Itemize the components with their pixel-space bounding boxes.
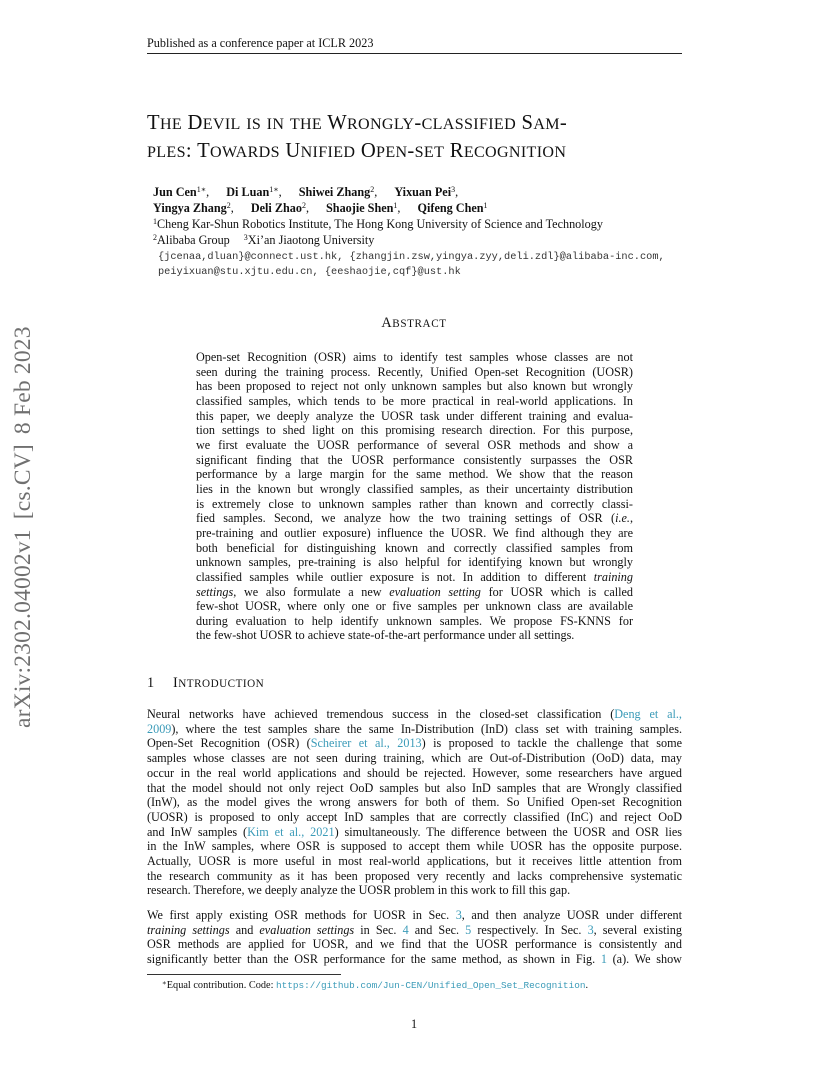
abstract-line: both beneficial for distinguishing known and correctly classified samples from bbox=[196, 540, 633, 555]
author-emails bbox=[158, 250, 665, 280]
footnote-rule bbox=[147, 974, 341, 975]
abstract-line: pre-training and outlier exposure) influence the UOSR. We find although they are bbox=[196, 525, 633, 540]
abstract-line: lies in the known but wrongly classified samples, as their uncertainty distribution bbox=[196, 481, 633, 496]
body-line: occur in the real world applications and should be rejected. However, some researchers have argued bbox=[147, 765, 682, 780]
section-number: 1 bbox=[147, 675, 155, 691]
author-block bbox=[153, 184, 603, 248]
abstract-line: Open-set Recognition (OSR) aims to identify test samples whose classes are not bbox=[196, 350, 633, 364]
author-name: Yixuan Pei bbox=[394, 185, 452, 199]
abstract-line: has been proposed to reject not only unknown samples but also known but wrongly bbox=[196, 379, 633, 394]
body-line: (UOSR) is proposed to only accept InD samples that are correctly classified (InC) and reject OoD bbox=[147, 809, 682, 824]
body-line: research. Therefore, we deeply analyze the UOSR problem in this work to fill this gap. bbox=[147, 883, 571, 898]
abstract-line: the few-shot UOSR to achieve state-of-the-art performance under all settings. bbox=[196, 628, 575, 643]
body-line: samples whose classes are not seen during training, which are Out-of-Distribution (OoD) data, may bbox=[147, 751, 682, 766]
author-name: Shiwei Zhang bbox=[298, 185, 371, 199]
abstract-line: few-shot UOSR, where only one or five samples per unknown class are available bbox=[196, 599, 633, 614]
section-ref-link[interactable]: 4 bbox=[402, 922, 409, 937]
body-line: (InW), as the model gives the wrong answers for both of them. So Unified Open-set Recognition bbox=[147, 795, 682, 810]
title-line-2: PLES: TOWARDS UNIFIED OPEN-SET RECOGNITION bbox=[147, 140, 567, 162]
body-line: 2009), where the test samples share the same In-Distribution (InD) class set with training samples. bbox=[147, 721, 682, 736]
footnote-mark: ∗ bbox=[162, 979, 167, 987]
affiliation-1: $^1$Cheng Kar-Shun Robotics Institute, The Hong Kong University of Science and Technology bbox=[153, 217, 603, 231]
body-line: the research community as it has been proposed very recently and lacks comprehensive systematic bbox=[147, 868, 682, 883]
author-name: Deli Zhao bbox=[250, 201, 302, 215]
body-line: Actually, UOSR is more useful in most real-world applications, but it receives little attention from bbox=[147, 854, 682, 869]
email-line-2: peiyixuan@stu.xjtu.edu.cn, {eeshaojie,cqf}@ust.hk bbox=[158, 266, 461, 278]
figure-ref-link[interactable]: 1 bbox=[600, 952, 607, 967]
title-line-1: THE DEVIL IS IN THE WRONGLY-CLASSIFIED SAM- bbox=[147, 112, 568, 134]
arxiv-category: [cs.CV] bbox=[10, 444, 36, 520]
author-name: Di Luan bbox=[226, 185, 270, 199]
body-line: Open-Set Recognition (OSR) (Scheirer et al., 2013) is proposed to tackle the challenge that some bbox=[147, 736, 682, 751]
paper-title bbox=[147, 110, 687, 166]
footnote: ∗Equal contribution. Code: https://github.com/Jun-CEN/Unified_Open_Set_Recognition. bbox=[162, 979, 589, 991]
body-line: significantly better than the OSR performance for the same method, as shown in Fig. 1 (a). We show bbox=[147, 952, 682, 967]
body-line: OSR methods are applied for UOSR, and we find that the UOSR performance is consistently and bbox=[147, 937, 682, 952]
body-line: that the model should not only reject OoD samples but also InD samples that are Wrongly classified bbox=[147, 780, 682, 795]
running-header: Published as a conference paper at ICLR 2023 bbox=[147, 36, 374, 50]
citation-link[interactable]: 2009 bbox=[147, 721, 172, 736]
abstract-line: we first evaluate the UOSR performance of several OSR methods and show a bbox=[196, 437, 633, 452]
citation-link[interactable]: Scheirer et al., 2013 bbox=[310, 736, 422, 751]
intro-paragraph-1 bbox=[147, 707, 682, 898]
body-line: and InW samples (Kim et al., 2021) simultaneously. The difference between the UOSR and OSR lies bbox=[147, 824, 682, 839]
abstract-line: is extremely close to unknown samples rather than known and correctly classi- bbox=[196, 496, 633, 511]
arxiv-identifier bbox=[10, 316, 37, 728]
abstract-line: performance by a large margin for the same method. We show that the reason bbox=[196, 467, 633, 482]
page-number: 1 bbox=[410, 1017, 418, 1031]
author-name: Qifeng Chen bbox=[417, 201, 484, 215]
abstract-line: unknown samples, pre-training is also helpful for identifying known but wrongly bbox=[196, 555, 633, 570]
body-line: in the InW samples, where OSR is supposed to accept them while UOSR has the opposite purpose. bbox=[147, 839, 682, 854]
abstract-line: classified samples, which tends to be more practical in real-world applications. In bbox=[196, 393, 633, 408]
abstract-body bbox=[196, 350, 633, 643]
abstract-line: during evaluation to help identify unknown samples. We propose FS-KNNS for bbox=[196, 613, 633, 628]
abstract-line: fied samples. Second, we analyze how the two training settings of OSR (i.e., bbox=[196, 511, 633, 526]
arxiv-date: 8 Feb 2023 bbox=[10, 326, 36, 435]
affiliation-2-3: $^2$Alibaba Group $^3$Xi’an Jiaotong University bbox=[153, 233, 375, 247]
header-rule bbox=[147, 53, 682, 54]
citation-link[interactable]: Deng et al., bbox=[614, 707, 682, 721]
abstract-line: seen during the training process. Recently, Unified Open-set Recognition (UOSR) bbox=[196, 364, 633, 379]
author-row-1: Jun Cen$^{1∗}$, Di Luan$^{1∗}$, Shiwei Zhang$^2$, Yixuan Pei$^3$, bbox=[153, 185, 459, 199]
code-url-link[interactable]: https://github.com/Jun-CEN/Unified_Open_Set_Recognition bbox=[276, 980, 586, 991]
author-row-2: Yingya Zhang$^2$, Deli Zhao$^2$, Shaojie Shen$^1$, Qifeng Chen$^1$ bbox=[153, 201, 488, 215]
email-line-1: {jcenaa,dluan}@connect.ust.hk, {zhangjin.zsw,yingya.zyy,deli.zdl}@alibaba-inc.com, bbox=[158, 251, 665, 263]
abstract-heading: ABSTRACT bbox=[381, 315, 447, 331]
body-line: We first apply existing OSR methods for UOSR in Sec. 3, and then analyze UOSR under different bbox=[147, 908, 682, 922]
abstract-line: significant finding that the UOSR performance consistently surpasses the OSR bbox=[196, 452, 633, 467]
section-ref-link[interactable]: 5 bbox=[465, 922, 472, 937]
abstract-line: this paper, we deeply analyze the UOSR task under different training and evalua- bbox=[196, 408, 633, 423]
abstract-line: settings, we also formulate a new evaluation setting for UOSR which is called bbox=[196, 584, 634, 599]
intro-paragraph-2 bbox=[147, 908, 682, 967]
author-name: Shaojie Shen bbox=[326, 201, 394, 215]
author-name: Yingya Zhang bbox=[153, 201, 227, 215]
author-name: Jun Cen bbox=[153, 185, 197, 199]
section-ref-link[interactable]: 3 bbox=[587, 922, 594, 937]
citation-link[interactable]: Kim et al., 2021 bbox=[247, 824, 335, 839]
body-line: Neural networks have achieved tremendous success in the closed-set classification (Deng et al., bbox=[147, 707, 682, 721]
arxiv-id: arXiv:2302.04002v1 bbox=[10, 529, 36, 728]
body-line: training settings and evaluation settings in Sec. 4 and Sec. 5 respectively. In Sec. 3, several existing bbox=[147, 922, 682, 937]
section-heading bbox=[147, 675, 264, 692]
section-title: INTRODUCTION bbox=[173, 675, 265, 691]
section-ref-link[interactable]: 3 bbox=[455, 908, 462, 922]
abstract-line: classified samples while outlier exposure is not. In addition to different training bbox=[196, 569, 633, 584]
abstract-line: tion settings to shed light on this promising research direction. For this purpose, bbox=[196, 423, 633, 438]
